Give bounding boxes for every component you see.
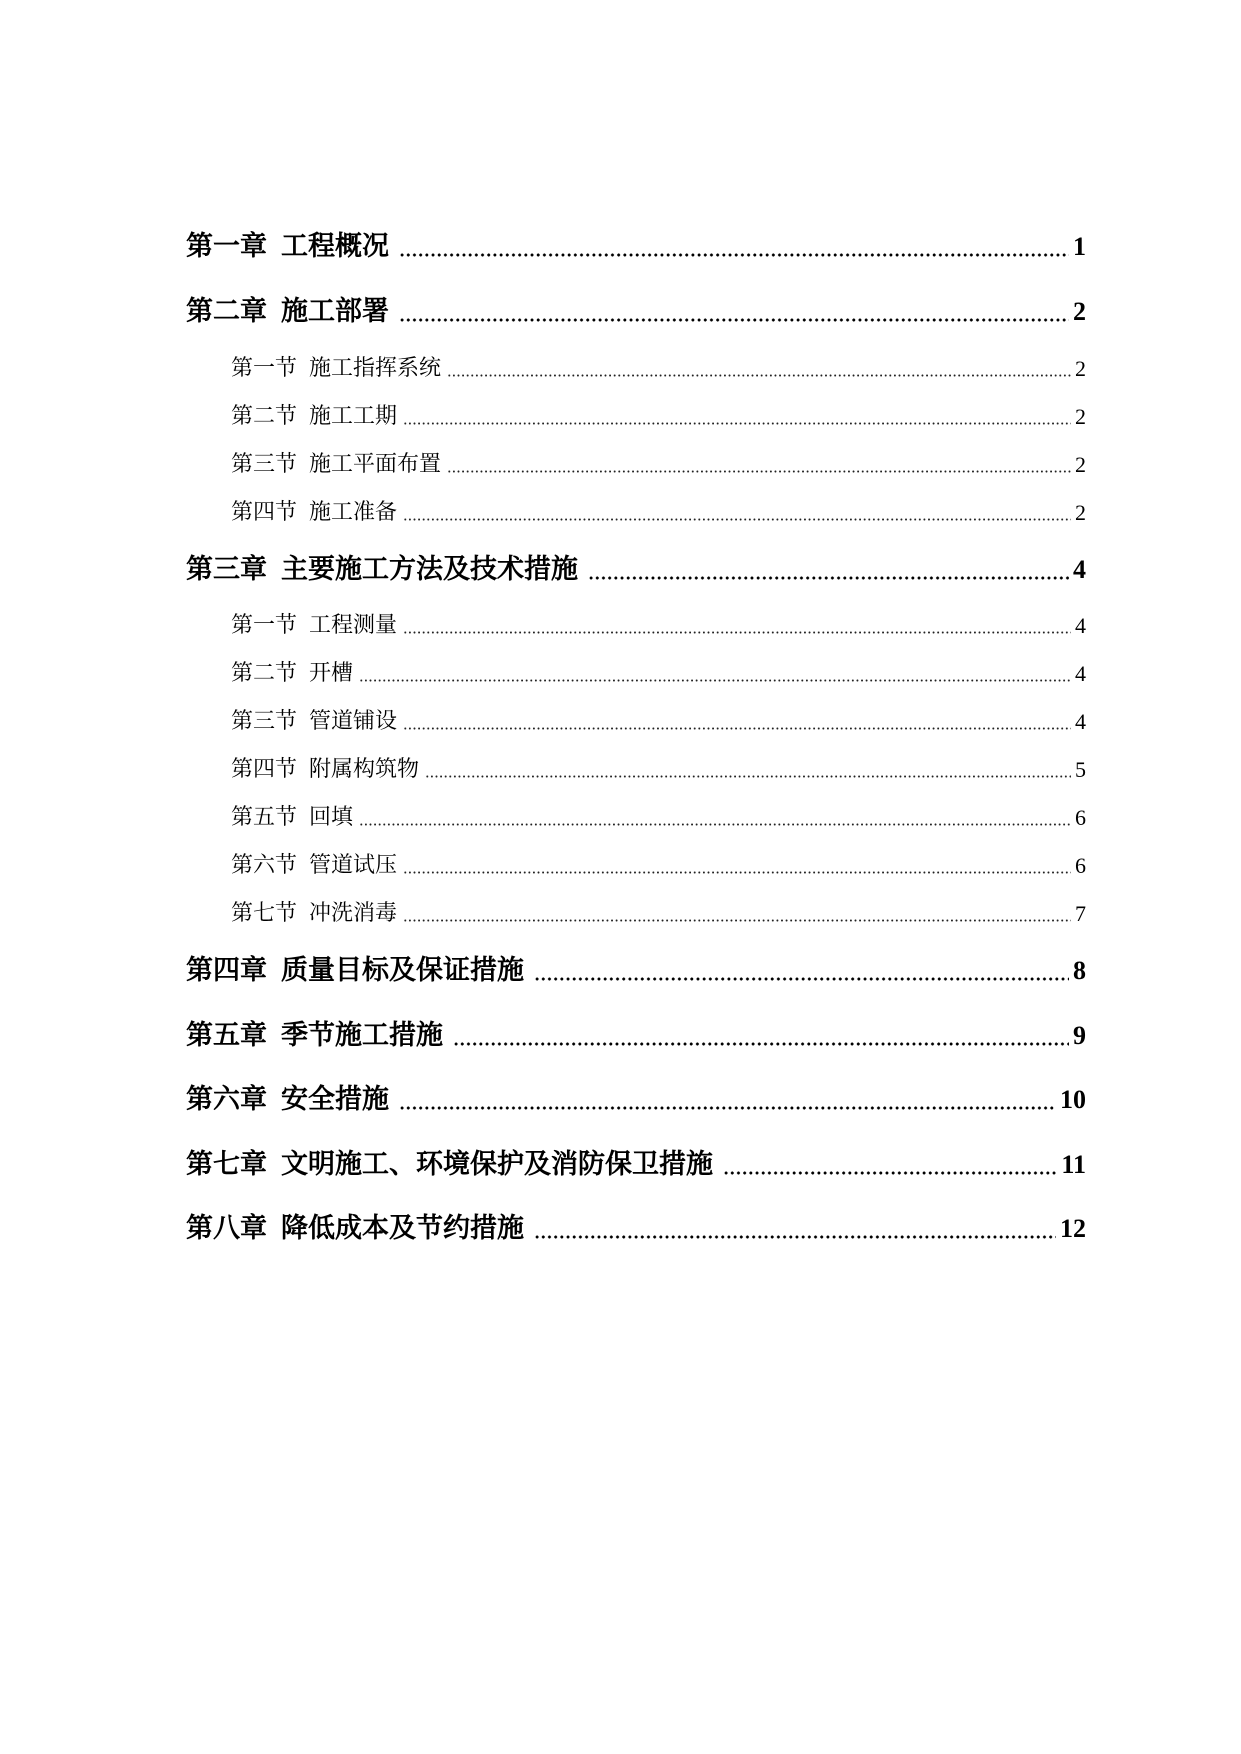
page-number: 2: [1075, 356, 1086, 381]
chapter-title: 文明施工、环境保护及消防保卫措施: [281, 1149, 713, 1180]
page-number: 12: [1060, 1214, 1086, 1243]
section-number: 第四节: [231, 500, 298, 525]
dot-leader: [399, 318, 1069, 322]
chapter-number: 第五章: [186, 1020, 267, 1051]
toc-entry-section-3-4[interactable]: [231, 756, 1086, 784]
page-number: 5: [1075, 757, 1086, 782]
chapter-number: 第八章: [186, 1213, 267, 1244]
toc-entry-section-3-5[interactable]: [231, 804, 1086, 832]
page-number: 4: [1073, 555, 1086, 584]
chapter-number: 第一章: [186, 231, 267, 262]
toc-entry-section-2-4[interactable]: [231, 499, 1086, 527]
toc-entry-chapter-4[interactable]: [186, 954, 1086, 988]
toc-entry-chapter-2[interactable]: [186, 295, 1086, 329]
toc-entry-section-2-2[interactable]: [231, 403, 1086, 431]
chapter-title: 质量目标及保证措施: [281, 955, 524, 986]
dot-leader: [359, 679, 1071, 682]
chapter-title: 工程概况: [281, 231, 389, 262]
section-title: 管道试压: [309, 853, 398, 878]
dot-leader: [425, 775, 1071, 778]
section-number: 第四节: [231, 757, 298, 782]
page-number: 2: [1073, 297, 1086, 326]
page-number: 6: [1075, 805, 1086, 830]
dot-leader: [534, 1235, 1056, 1239]
dot-leader: [447, 374, 1071, 377]
dot-leader: [399, 1106, 1056, 1110]
page-number: 2: [1075, 452, 1086, 477]
chapter-number: 第六章: [186, 1084, 267, 1115]
toc-entry-section-3-7[interactable]: [231, 900, 1086, 928]
dot-leader: [403, 518, 1071, 521]
section-title: 施工平面布置: [309, 452, 442, 477]
toc-entry-section-3-3[interactable]: [231, 708, 1086, 736]
table-of-contents: [186, 0, 1086, 1754]
chapter-number: 第四章: [186, 955, 267, 986]
page-number: 11: [1061, 1150, 1086, 1179]
page-number: 7: [1075, 901, 1086, 926]
toc-entry-section-2-3[interactable]: [231, 451, 1086, 479]
section-title: 开槽: [309, 661, 354, 686]
dot-leader: [399, 253, 1069, 257]
page-number: 4: [1075, 709, 1086, 734]
page-number: 1: [1073, 232, 1086, 261]
section-number: 第三节: [231, 709, 298, 734]
page-number: 10: [1060, 1085, 1086, 1114]
dot-leader: [534, 977, 1069, 981]
dot-leader: [453, 1042, 1069, 1046]
section-title: 施工指挥系统: [309, 356, 442, 381]
toc-entry-chapter-3[interactable]: [186, 553, 1086, 587]
dot-leader: [447, 470, 1071, 473]
toc-entry-chapter-6[interactable]: [186, 1083, 1086, 1117]
page-number: 4: [1075, 613, 1086, 638]
toc-entry-chapter-5[interactable]: [186, 1019, 1086, 1053]
page-number: 8: [1073, 956, 1086, 985]
toc-entry-chapter-7[interactable]: [186, 1148, 1086, 1182]
page-number: 6: [1075, 853, 1086, 878]
chapter-title: 施工部署: [281, 296, 389, 327]
dot-leader: [403, 871, 1071, 874]
section-title: 冲洗消毒: [309, 901, 398, 926]
section-number: 第三节: [231, 452, 298, 477]
toc-entry-chapter-1[interactable]: [186, 230, 1086, 264]
toc-entry-section-3-6[interactable]: [231, 852, 1086, 880]
section-number: 第六节: [231, 853, 298, 878]
page-number: 4: [1075, 661, 1086, 686]
section-number: 第一节: [231, 356, 298, 381]
page-number: 2: [1075, 404, 1086, 429]
dot-leader: [588, 576, 1069, 580]
toc-entry-section-3-2[interactable]: [231, 660, 1086, 688]
dot-leader: [403, 919, 1071, 922]
section-title: 回填: [309, 805, 354, 830]
dot-leader: [359, 823, 1071, 826]
section-title: 工程测量: [309, 613, 398, 638]
section-number: 第二节: [231, 404, 298, 429]
page-number: 2: [1075, 500, 1086, 525]
dot-leader: [403, 422, 1071, 425]
section-title: 施工准备: [309, 500, 398, 525]
dot-leader: [403, 631, 1071, 634]
chapter-title: 安全措施: [281, 1084, 389, 1115]
chapter-number: 第二章: [186, 296, 267, 327]
section-title: 施工工期: [309, 404, 398, 429]
section-title: 管道铺设: [309, 709, 398, 734]
dot-leader: [403, 727, 1071, 730]
section-number: 第一节: [231, 613, 298, 638]
section-number: 第七节: [231, 901, 298, 926]
toc-entry-chapter-8[interactable]: [186, 1212, 1086, 1246]
section-number: 第二节: [231, 661, 298, 686]
toc-entry-section-3-1[interactable]: [231, 612, 1086, 640]
dot-leader: [723, 1171, 1057, 1175]
chapter-title: 降低成本及节约措施: [281, 1213, 524, 1244]
section-number: 第五节: [231, 805, 298, 830]
chapter-title: 主要施工方法及技术措施: [281, 554, 578, 585]
chapter-title: 季节施工措施: [281, 1020, 443, 1051]
chapter-number: 第七章: [186, 1149, 267, 1180]
page-number: 9: [1073, 1021, 1086, 1050]
toc-entry-section-2-1[interactable]: [231, 355, 1086, 383]
chapter-number: 第三章: [186, 554, 267, 585]
section-title: 附属构筑物: [309, 757, 420, 782]
